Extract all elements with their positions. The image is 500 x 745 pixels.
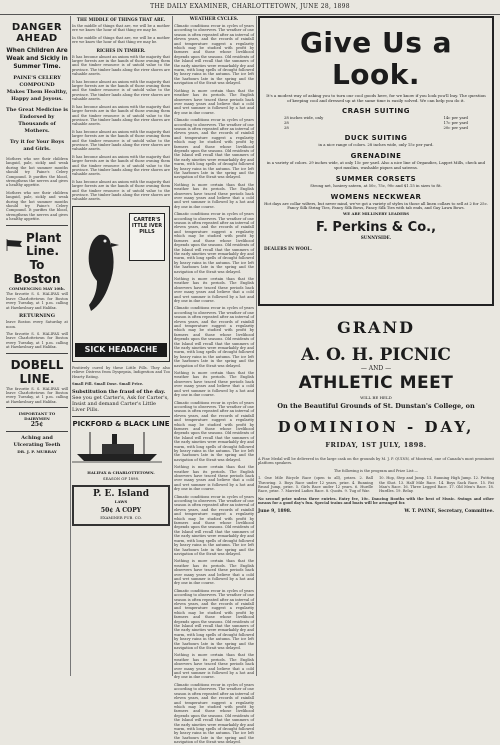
commencing-line: COMMENCING MAY 10th. [8, 285, 66, 291]
crash-suiting-title: CRASH SUITING [341, 107, 411, 115]
give-intro: It's a modest way of asking you to turn our cool goods here, for we know if you look you'll buy. The question of keeping cool and dressed up at the same time is easily solved. We can help you do it. [266, 93, 486, 103]
carters-pill-box: CARTER'S ITTLE IVER PILLS [129, 213, 165, 261]
column-rule [256, 16, 257, 676]
pe-island-ad [72, 485, 170, 526]
riches-body: It has become almost an axiom with the majority that larger forests are in the hands of those owning them and the timber resource is of untold value to the province. The timber lands along the river shores are valuable assets. [72, 154, 170, 177]
riches-title: RICHES IN TIMBER. [96, 47, 146, 53]
poem-title: THE MIDDLE OF THINGS THAT ARE. [76, 17, 166, 22]
price-row: 28 17c per yard [284, 119, 468, 125]
weather-body: Nothing is more certain than that the weather has its periods. The English observers have traced these periods back over many years and believe that a cold and wet summer is followed by a hot and dry one in due course. [174, 465, 254, 492]
column-3 [174, 16, 254, 745]
flag-icon [6, 239, 24, 251]
price-row: 28 20c per yard [284, 124, 468, 130]
return-body: The favorite S. S. HALIFAX will leave Charlottetown for Boston every Tuesday, at 1 p.m. calling at Hawkesbury and Halifax. [6, 331, 68, 350]
dominion-day-title: DOMINION - DAY, [277, 418, 475, 436]
steamship-illustration [72, 430, 162, 464]
secretary-line: W. T. PAYNE, Secretary, Committee. [404, 508, 494, 514]
weather-body: Climatic conditions recur in cycles of years according to observers. The weather of one season is often repeated after an interval of eleven years, and the records of rainfall and temperature suggest a regularity which may be studied with profit by farmers and those whose livelihood depends upon the seasons. Old residents of the Island will recall that the summers of the early nineties were remarkably dry and warm, with long spells of drought followed by heavy rains in the autumn. The ice left the harbours late in the spring and the navigation of the Strait was delayed. [174, 588, 254, 651]
milliners-line: WE ARE MILLINERY LEADERS [343, 211, 409, 217]
aoh-picnic-title: A. O. H. PICNIC [301, 345, 451, 365]
column-4 [258, 16, 494, 676]
try-line: Try it for Your Boys and Girls. [9, 139, 65, 152]
weather-body: Nothing is more certain than that the weather has its periods. The English observers have traced these periods back over many years and believe that a cold and wet summer is followed by a hot and dry one in due course. [174, 559, 254, 586]
dobell-body: The favorite S. S. HALIFAX will leave Charlottetown for Boston every Tuesday, at 1 p.m. calling at Hawkesbury and Halifax. [6, 386, 68, 404]
athletic-meet-title: ATHLETIC MEET [298, 373, 454, 393]
paines-line: PAINE'S CELERY COMPOUND [13, 75, 61, 88]
see-you-line: See you get Carter's, Ask for Carter's, Insist and demand Carter's Little Liver Pills. [72, 395, 169, 414]
weather-body: Climatic conditions recur in cycles of years according to observers. The weather of one season is often repeated after an interval of eleven years, and the records of rainfall and temperature suggest a regularity which may be studied with profit by farmers and those whose livelihood depends upon the seasons. Old residents of the Island will recall that the summers of the early nineties were remarkably dry and warm, with long spells of drought followed by heavy rains in the autumn. The ice left the harbours late in the spring and the navigation of the Strait was delayed. [174, 212, 254, 274]
riches-body: It has become almost an axiom with the majority that larger forests are in the hands of those owning them and the timber resource is of untold value to the province. The timber lands along the river shores are valuable assets. [72, 104, 170, 127]
prize-intro: A Fine Medal will be delivered in the large cask on the grounds by M. J. P. QUINN, of Montreal, one of Canada's most prominent platform speakers. [258, 457, 494, 466]
riches-body: It has become almost an axiom with the majority that larger forests are in the hands of those owning them and the timber resource is of untold value to the province. The timber lands along the river shores are valuable assets. [72, 54, 170, 77]
pe-island-price: 50¢ A COPY [100, 506, 142, 514]
plant-line-title: Plant Line. [26, 230, 62, 258]
weather-title: WEATHER CYCLES. [189, 17, 239, 22]
boston-body: The favorite S. S. HALIFAX will leave Charlottetown for Boston every Tuesday, at 1 p.m. calling at Hawkesbury and Halifax. [6, 292, 68, 310]
weather-body: Climatic conditions recur in cycles of years according to observers. The weather of one season is often repeated after an interval of eleven years, and the records of rainfall and temperature suggest a regularity which may be studied with profit by farmers and those whose livelihood depends upon the seasons. Old residents of the Island will recall that the summers of the early nineties were remarkably dry and warm, with long spells of drought followed by heavy rains in the autumn. The ice left the harbours late in the spring and the navigation of the Strait was delayed. [174, 118, 254, 180]
grenadine-body: in a variety of colors. 29 inches wide, at only 15c per yard. Also a nice line of Organdies, Lappet Mills, check and spot muslins, washable piques and sateens. [266, 160, 486, 170]
pe-island-sub: LAWS [114, 499, 128, 505]
riches-body: It has become almost an axiom with the majority that larger forests are in the hands of those owning them and the timber resource is of untold value to the province. The timber lands along the river shores are valuable assets. [72, 129, 170, 152]
column-1 [6, 16, 68, 676]
article-body: Mothers who see their children languid, pale, sickly and weak during the hot summer months should try Paine's Celery Compound. It purifies the blood, strengthens the nerves and gives a healthy appetite. [6, 157, 68, 188]
headline-line: Weak and Sickly in [6, 56, 68, 62]
weather-body: Climatic conditions recur in cycles of years according to observers. The weather of one season is often repeated after an interval of eleven years, and the records of rainfall and temperature suggest a regularity which may be studied with profit by farmers and those whose livelihood depends upon the seasons. Old residents of the Island will recall that the summers of the early nineties were remarkably dry and warm, with long spells of drought followed by heavy rains in the autumn. The ice left the harbours late in the spring and the navigation of the Strait was delayed. [174, 306, 254, 368]
perkins-name: F. Perkins & Co., [315, 219, 437, 235]
weather-body: Nothing is more certain than that the weather has its periods. The English observers have traced these periods back over many years and believe that a cold and wet summer is followed by a hot and dry one in due course. [174, 88, 254, 115]
weather-body: Climatic conditions recur in cycles of years according to observers. The weather of one season is often repeated after an interval of eleven years, and the records of rainfall and temperature suggest a regularity which may be studied with profit by farmers and those whose livelihood depends upon the seasons. Old residents of the Island will recall that the summers of the early nineties were remarkably dry and warm, with long spells of drought followed by heavy rains in the autumn. The ice left the harbours late in the spring and the navigation of the Strait was delayed. [174, 24, 254, 86]
prize-list-right: 10. Hop, Step and Jump. 11. Running High Jump. 12. Putting the Shot. 13. Half Mile Race. 14. Boys Sack Race. 15. Fat Man's Race. 16. Three Legged Race. 17. Old Men's Race. 18. Hurdles. 19. Relay. [379, 476, 494, 494]
paines-line: Makes Them Healthy, [6, 89, 68, 95]
poem-body: In the middle of things that are, we will be a mother ere we know the hour of that thing we may be. [72, 24, 170, 33]
sick-headache-banner: SICK HEADACHE [75, 343, 167, 357]
headline-line: When Children Are [6, 48, 68, 54]
will-be-held-line: WILL BE HELD [360, 395, 392, 400]
column-2 [72, 16, 170, 676]
weather-body: Nothing is more certain than that the weather has its periods. The English observers have traced these periods back over many years and believe that a cold and wet summer is followed by a hot and dry one in due course. [174, 653, 254, 680]
grand-title: GRAND [337, 318, 415, 337]
dentist-name: DR. J. P. MURRAY [17, 449, 57, 455]
dairymen-price: 25¢ [30, 421, 44, 429]
give-us-a-look-title: Give Us a Look. [299, 26, 453, 91]
neckwear-title: WOMENS NECKWEAR [330, 192, 422, 201]
plant-line-ad [6, 232, 68, 258]
dated-line: June 9, 1898. [258, 508, 292, 514]
article-body: Mothers who see their children languid, pale, sickly and weak during the hot summer months should try Paine's Celery Compound. It purifies the blood, strengthens the nerves and gives a healthy appetite. [6, 190, 68, 222]
examiner-line: EXAMINER PUB. CO. [100, 514, 142, 520]
duck-suiting-title: DUCK SUITING [344, 134, 408, 143]
grenadine-title: GRENADINE [350, 152, 402, 161]
headline-line: Summer Time. [13, 64, 61, 70]
riches-body: It has become almost an axiom with the majority that larger forests are in the hands of those owning them and the timber resource is of untold value to the province. The timber lands along the river shores are valuable assets. [72, 79, 170, 102]
pe-island-title: P. E. Island [92, 489, 150, 500]
weather-body: Nothing is more certain than that the weather has its periods. The English observers have traced these periods back over many years and believe that a cold and wet summer is followed by a hot and dry one in due course. [174, 276, 254, 303]
returning-title: RETURNING [19, 313, 55, 320]
summer-body: Strong net, hosiery sateen, at 50c, 75c, 90c and $1.15 in sizes to fit. [310, 182, 442, 188]
price-row: 28 inches wide, only 14c per yard [284, 115, 468, 120]
to-boston-title: To Boston [13, 257, 61, 286]
dealers-line: DEALERS IN WOOL. [264, 245, 312, 251]
summer-corsets-title: SUMMER CORSETS [335, 174, 417, 183]
substitution-line: Substitution the fraud of the day. [72, 389, 166, 396]
teeth-title: Aching and Ulcerating Teeth [13, 435, 61, 449]
duck-body: in a nice range of colors. 28 inches wide, only 15c per yard. [318, 142, 434, 148]
program-line: The following is the program and Prize List:— [334, 468, 418, 473]
pickford-title: PICKFORD & BLACK LINE [72, 420, 170, 429]
sick-body: Positively cured by these Little Pills. They also relieve Distress from Dyspepsia, Indigestion and Too Hearty Eating. [72, 365, 170, 379]
riches-body: It has become almost an axiom with the majority that larger forests are in the hands of those owning them and the timber resource is of untold value to the province. The timber lands along the river shores are valuable assets. [72, 179, 170, 202]
page-header: THE DAILY EXAMINER, CHARLOTTETOWN, JUNE 28, 1898 [0, 0, 500, 15]
weather-body: Nothing is more certain than that the weather has its periods. The English observers have traced these periods back over many years and believe that a cold and wet summer is followed by a hot and dry one in due course. [174, 371, 254, 398]
dobell-line-title: DOBELL LINE. [10, 357, 64, 386]
medicine-line: The Great Medicine is Endorsed by Thousands of Mothers. [6, 107, 68, 134]
and-line: — AND — [360, 365, 392, 372]
neckwear-body: Hot days are collar wilters, but never mind, we've got a variety of styles in those all linen collars to sell at 2 for 25c. Fancy Silk String Ties, Fancy Silk Bows, Fancy Silk Ties with tab ends, and Gay Lawn Bows. [264, 200, 488, 211]
event-date: FRIDAY, 1ST JULY, 1898. [325, 441, 427, 449]
column-rule [172, 16, 173, 676]
weather-body: Climatic conditions recur in cycles of years according to observers. The weather of one season is often repeated after an interval of eleven years, and the records of rainfall and temperature suggest a regularity which may be studied with profit by farmers and those whose livelihood depends upon the seasons. Old residents of the Island will recall that the summers of the early nineties were remarkably dry and warm, with long spells of drought followed by heavy rains in the autumn. The ice left the harbours late in the spring and the navigation of the Strait was delayed. [174, 494, 254, 556]
paines-line: Happy and Joyous. [11, 96, 63, 102]
bird-illustration [79, 225, 119, 315]
carters-ad [72, 206, 170, 362]
weather-body: Climatic conditions recur in cycles of years according to observers. The weather of one season is often repeated after an interval of eleven years, and the records of rainfall and temperature suggest a regularity which may be studied with profit by farmers and those whose livelihood depends upon the seasons. Old residents of the Island will recall that the summers of the early nineties were remarkably dry and warm, with long spells of drought followed by heavy rains in the autumn. The ice left the harbours late in the spring and the navigation of the Strait was delayed. [174, 400, 254, 462]
weather-body: Nothing is more certain than that the weather has its periods. The English observers have traced these periods back over many years and believe that a cold and wet summer is followed by a hot and dry one in due course. [174, 182, 254, 209]
halifax-line: HALIFAX & CHARLOTTETOWN. [87, 470, 155, 476]
danger-headline: DANGER AHEAD [11, 22, 63, 44]
grounds-line: On the Beautiful Grounds of St. Dunstan's College, on [277, 402, 475, 410]
return-body: leave Boston every Saturday at noon. [6, 320, 68, 329]
poem-body: In the middle of things that are, we will be a mother ere we know the hour of that thing we may be. [72, 35, 170, 45]
sunnyside-line: SUNNYSIDE. [360, 234, 392, 240]
season-line: SEASON OF 1898. [102, 476, 140, 482]
column-rule [70, 16, 71, 676]
small-pill-line: Small Pill. Small Dose. Small Price. [72, 382, 144, 387]
signature-line [258, 509, 494, 514]
prize-list-left: 1. One Mile Bicycle Race (open to all), prizes. 2. Ball Throwing. 3. Boys Race under 12 years, prize. 4. Running Broad Jump, prize. 5. Girls Race under 12 years. 6. Hurdle Race, prize. 7. Married Ladies Race. 8. Quoits. 9. Tug of War. [258, 476, 373, 494]
event-note: No second prize unless three entries. Entry fee, 10c. Dancing Booths with the best of Music. Swings and other means for a good day's fun. Special trains and boats will be arranged for. [258, 496, 494, 506]
prize-list [258, 476, 494, 497]
weather-body: Climatic conditions recur in cycles of years according to observers. The weather of one season is often repeated after an interval of eleven years, and the records of rainfall and temperature suggest a regularity which may be studied with profit by farmers and those whose livelihood depends upon the seasons. Old residents of the Island will recall that the summers of the early nineties were remarkably dry and warm, with long spells of drought followed by heavy rains in the autumn. The ice left the harbours late in the spring and the navigation of the Strait was delayed. [174, 682, 254, 745]
dairymen-title: IMPORTANT TO DAIRYMEN [18, 411, 56, 422]
perkins-ad [258, 16, 494, 306]
